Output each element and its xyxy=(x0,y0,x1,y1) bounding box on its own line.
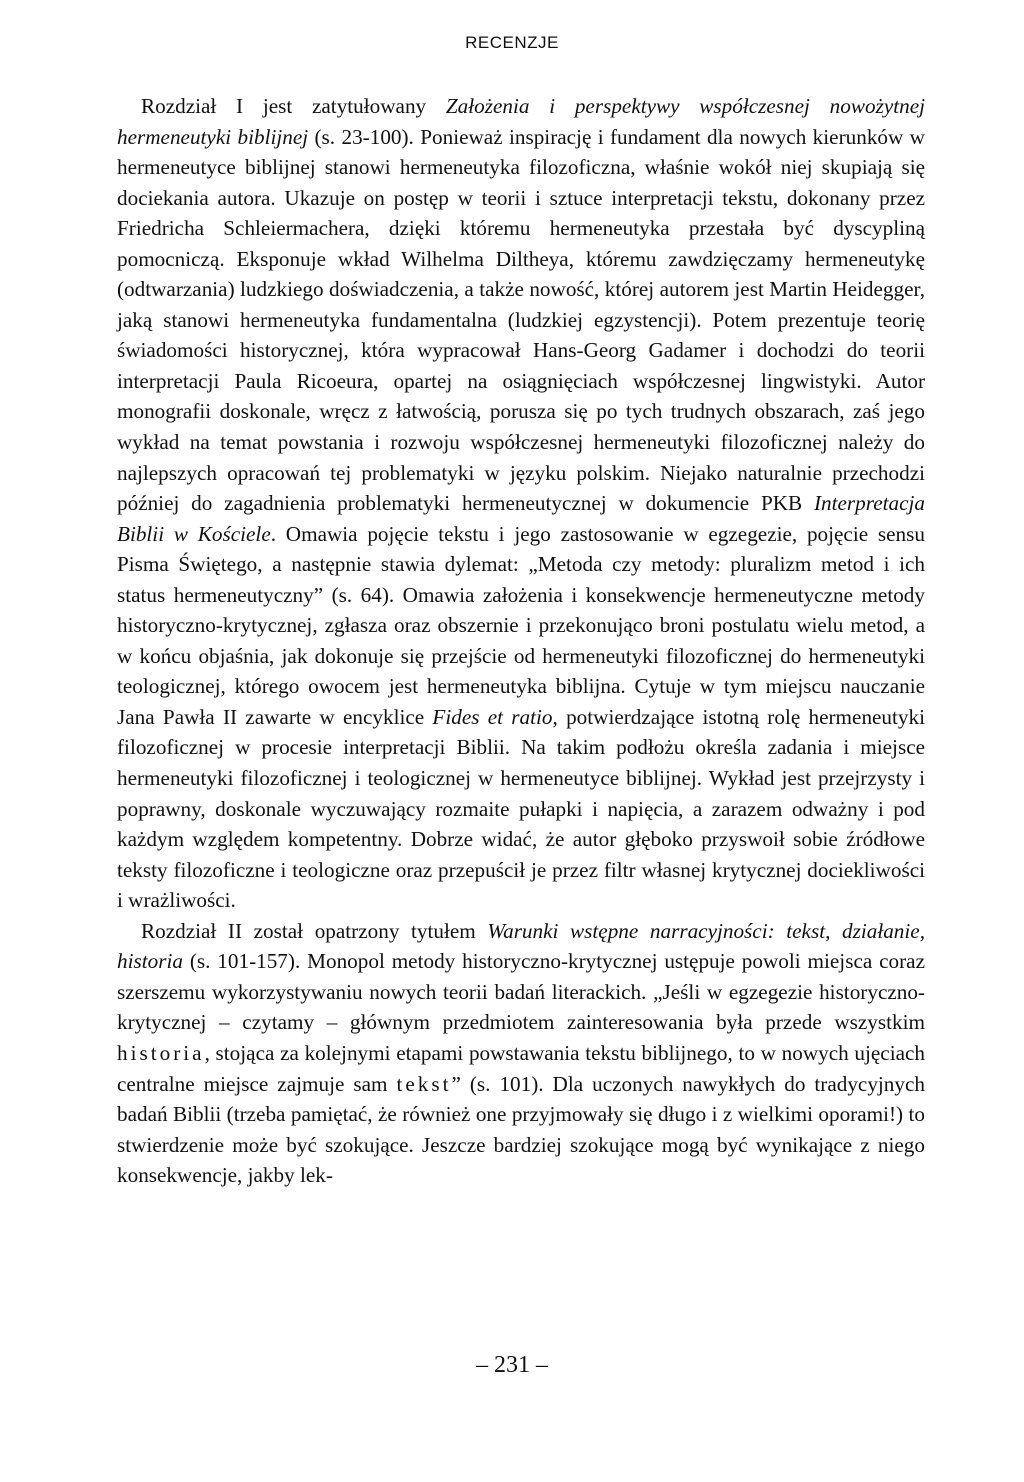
text-run: Rozdział II został opatrzony tytułem xyxy=(141,918,488,943)
page-number: – 231 – xyxy=(476,1352,548,1378)
text-run: , potwierdzające istotną rolę hermeneutyki filozoficznej w procesie interpretacji Biblii. Na takim podłożu określa zadania i miejsce hermeneutyki filozoficznej i teologicznej w hermeneutyce biblijnej. Wykład jest przejrzysty i poprawny, doskonale wyczuwający rozmaite pułapki i napięcia, a zarazem odważny i pod każdym względem kompetentny. Dobrze widać, że autor głęboko przyswoił sobie źródłowe teksty filozoficzne i teologiczne oraz przepuścił je przez filtr własnej krytycznej dociekliwości i wrażliwości. xyxy=(117,704,925,913)
text-run: Rozdział I jest zatytułowany xyxy=(141,94,446,118)
paragraph-chapter-1 xyxy=(117,91,925,916)
text-run: . Omawia pojęcie tekstu i jego zastosowanie w egzegezie, pojęcie sensu Pisma Świętego, a następnie stawia dylemat: „Metoda czy metody: pluralizm metod i ich status hermeneutyczny” (s. 64). Omawia założenia i konsekwencje hermeneutyczne metody historyczno-krytycznej, zgłasza oraz obszernie i przekonująco broni postulatu wielu metod, a w końcu objaśnia, jak dokonuje się przejście od hermeneutyki filozoficznej do hermeneutyki teologicznej, którego owocem jest hermeneutyka biblijna. Cytuje w tym miejscu nauczanie Jana Pawła II zawarte w encyklice xyxy=(117,521,925,729)
text-run: (s. 23-100). Ponieważ inspirację i fundament dla nowych kierunków w hermeneutyce biblijnej stanowi hermeneutyka filozoficzna, właśnie wokół niej skupiają się dociekania autora. Ukazuje on postęp w teorii i sztuce interpretacji tekstu, dokonany przez Friedricha Schleiermachera, dzięki któremu hermeneutyka przestała być dyscypliną pomocniczą. Eksponuje wkład Wilhelma Diltheya, któremu zawdzięczamy hermeneutykę (odtwarzania) ludzkiego doświadczenia, a także nowość, której autorem jest Martin Heidegger, jaką stanowi hermeneutyka fundamentalna (ludzkiej egzystencji). Potem prezentuje teorię świadomości historycznej, która wypracował Hans-Georg Gadamer i dochodzi do teorii interpretacji Paula Ricoeura, opartej na osiągnięciach współczesnej lingwistyki. Autor monografii doskonale, wręcz z łatwością, porusza się po tych trudnych obszarach, zaś jego wykład na temat powstania i rozwoju współczesnej hermeneutyki filozoficznej należy do najlepszych opracowań tej problematyki w języku polskim. Niejako naturalnie przechodzi później do zagadnienia problematyki hermeneutycznej w dokumencie PKB xyxy=(117,124,925,516)
text-run: ” (s. 101). Dla uczonych nawykłych do tradycyjnych badań Biblii (trzeba pamiętać, że również one przyjmowały się długo i z wielkimi oporami!) to stwierdzenie może być szokujące. Jeszcze bardziej szokujące mogą być wynikające z niego konsekwencje, jakby lek- xyxy=(117,1071,925,1188)
document-title: Interpretacja Biblii w Kościele xyxy=(117,491,925,546)
paragraph-chapter-2 xyxy=(117,916,925,1191)
chapter-2-title: Warunki wstępne narracyjności: tekst, działanie, historia xyxy=(117,918,925,974)
text-run: , stojąca za kolejnymi etapami powstawania tekstu biblijnego, to w nowych ujęciach centralne miejsce zajmuje sam xyxy=(117,1040,925,1096)
text-run: (s. 101-157). Monopol metody historyczno-krytycznej ustępuje powoli miejsca coraz szerszemu wykorzystywaniu nowych teorii badań literackich. „Jeśli w egzegezie historyczno-krytycznej – czytamy – głównym przedmiotem zainteresowania była przede wszystkim xyxy=(117,949,925,1035)
running-head: RECENZJE xyxy=(465,33,559,52)
body-text xyxy=(117,91,925,1191)
spaced-term-tekst: tekst xyxy=(396,1071,452,1096)
spaced-term-historia: historia xyxy=(117,1040,205,1065)
chapter-1-title: Założenia i perspektywy współczesnej nowożytnej hermeneutyki biblijnej xyxy=(117,94,925,149)
encyclical-title: Fides et ratio xyxy=(432,704,553,729)
